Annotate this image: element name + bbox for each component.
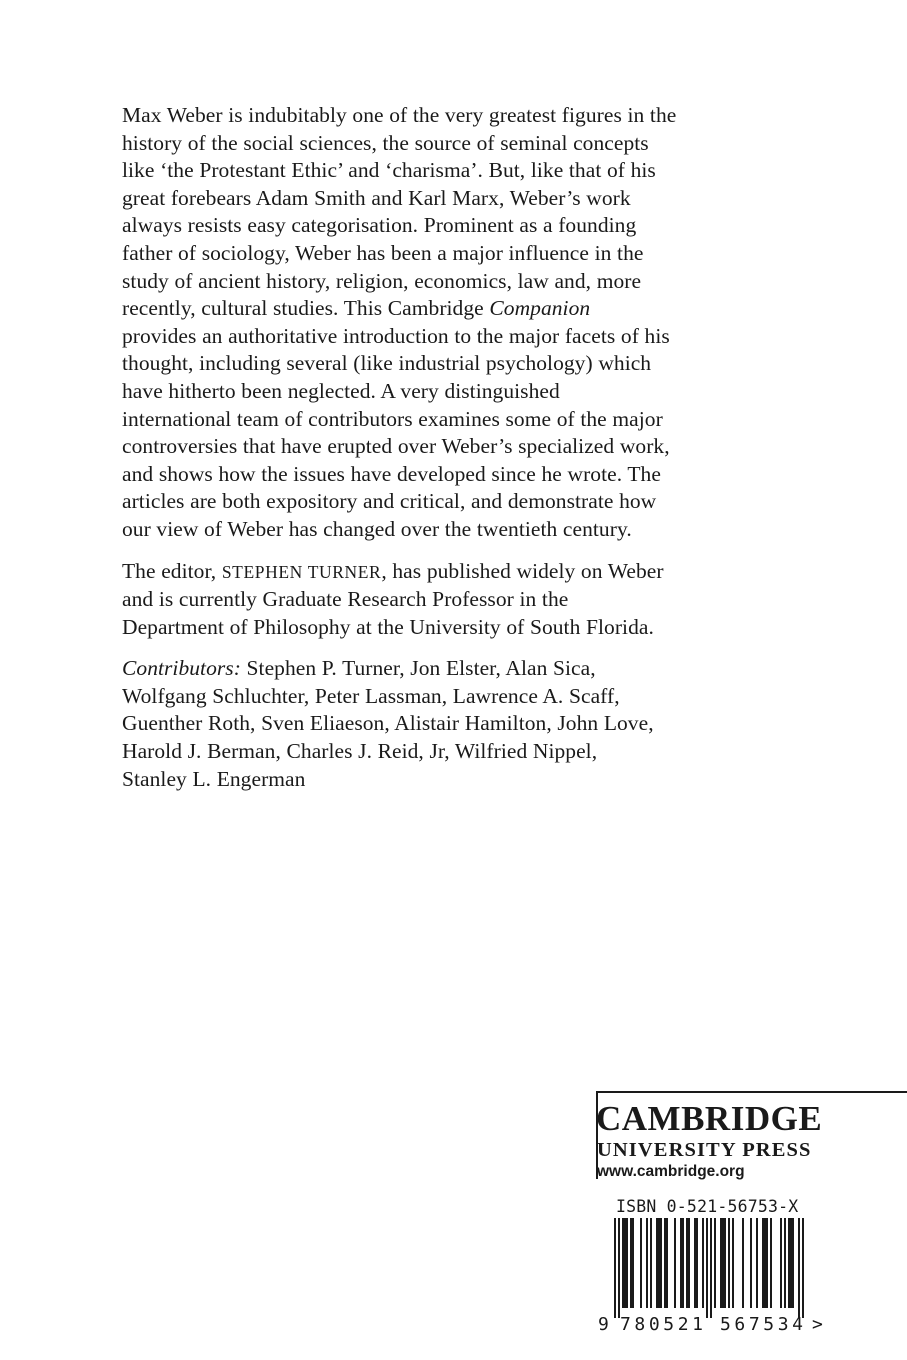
- barcode-bar: [688, 1218, 690, 1308]
- barcode-bar: [632, 1218, 634, 1308]
- barcode-bar: [666, 1218, 668, 1308]
- editor-line: [122, 558, 802, 587]
- barcode-bar: [680, 1218, 682, 1308]
- blurb-line: have hitherto been neglected. A very distinguished: [122, 378, 560, 403]
- barcode-digits-right: 567534: [720, 1314, 807, 1334]
- barcode-bar: [756, 1218, 758, 1308]
- blurb-line: like ‘the Protestant Ethic’ and ‘charisma’. But, like that of his: [122, 158, 656, 183]
- contributors-line: Guenther Roth, Sven Eliaeson, Alistair Hamilton, John Love,: [122, 711, 654, 736]
- contributors-line: Stanley L. Engerman: [122, 766, 306, 791]
- blurb-line: our view of Weber has changed over the twentieth century.: [122, 516, 632, 541]
- barcode-bar: [682, 1218, 684, 1308]
- blurb-line: father of sociology, Weber has been a major influence in the: [122, 240, 644, 265]
- barcode-bar: [762, 1218, 764, 1308]
- editor-line: and is currently Graduate Research Professor in the: [122, 587, 569, 612]
- barcode-bar: [706, 1218, 708, 1318]
- blurb-line: Max Weber is indubitably one of the very greatest figures in the: [122, 103, 677, 127]
- blurb-line: [122, 295, 802, 323]
- barcode-bar: [650, 1218, 652, 1308]
- barcode-bar: [618, 1218, 620, 1318]
- blurb-line: great forebears Adam Smith and Karl Marx, Weber’s work: [122, 185, 631, 210]
- barcode-bar: [702, 1218, 704, 1308]
- barcode-bar: [660, 1218, 662, 1308]
- barcode-bar: [724, 1218, 726, 1308]
- barcode-bar: [646, 1218, 648, 1308]
- editor-paragraph: [122, 558, 802, 642]
- barcode-bar: [792, 1218, 794, 1308]
- editor-line-rest: , has published widely on Weber: [381, 558, 664, 583]
- contributors-paragraph: [122, 655, 802, 793]
- contributors-line: [122, 655, 802, 683]
- barcode-bar: [728, 1218, 730, 1308]
- barcode-bar: [766, 1218, 768, 1308]
- barcode-bars: [614, 1218, 804, 1318]
- barcode-bar: [714, 1218, 716, 1308]
- contributors-line: Harold J. Berman, Charles J. Reid, Jr, Wilfried Nippel,: [122, 739, 598, 764]
- contributors-label: Contributors:: [122, 656, 241, 681]
- editor-name: STEPHEN TURNER: [221, 561, 382, 582]
- barcode-bar: [656, 1218, 658, 1308]
- barcode-bar: [722, 1218, 724, 1308]
- barcode-bar: [780, 1218, 782, 1308]
- contributors-line: Wolfgang Schluchter, Peter Lassman, Lawrence A. Scaff,: [122, 683, 620, 708]
- barcode-bar: [694, 1218, 696, 1308]
- blurb-line: international team of contributors examines some of the major: [122, 406, 663, 431]
- barcode-bar: [720, 1218, 722, 1308]
- blurb-line: articles are both expository and critical, and demonstrate how: [122, 489, 657, 514]
- publisher-press: UNIVERSITY PRESS: [597, 1139, 812, 1161]
- blurb-line: always resists easy categorisation. Prominent as a founding: [122, 213, 637, 238]
- barcode-bar: [742, 1218, 744, 1308]
- barcode-bar: [750, 1218, 752, 1308]
- barcode-bar: [764, 1218, 766, 1308]
- barcode-bar: [802, 1218, 804, 1318]
- contributors-line-rest: Stephen P. Turner, Jon Elster, Alan Sica,: [240, 656, 596, 681]
- blurb-line: and shows how the issues have developed since he wrote. The: [122, 461, 661, 486]
- barcode-bar: [624, 1218, 626, 1308]
- barcode-digits-left: 780521: [620, 1314, 707, 1334]
- blurb-line: thought, including several (like industrial psychology) which: [122, 351, 652, 376]
- back-cover-text: [122, 102, 802, 793]
- blurb-line-text: recently, cultural studies. This Cambridge: [122, 296, 484, 321]
- barcode-bar: [622, 1218, 624, 1308]
- barcode-bar: [790, 1218, 792, 1308]
- companion-title: Companion: [489, 296, 591, 321]
- blurb-line: provides an authoritative introduction to the major facets of his: [122, 323, 670, 348]
- barcode-bar: [686, 1218, 688, 1308]
- publisher-logo: CAMBRIDGE: [596, 1099, 823, 1138]
- editor-prefix: The editor,: [122, 558, 217, 583]
- barcode-bar: [798, 1218, 800, 1318]
- blurb-line: controversies that have erupted over Weber’s specialized work,: [122, 434, 670, 459]
- barcode-bar: [626, 1218, 628, 1308]
- barcode-bar: [784, 1218, 786, 1308]
- isbn-barcode: [596, 1218, 826, 1334]
- editor-line: Department of Philosophy at the University of South Florida.: [122, 614, 654, 639]
- blurb-line: history of the social sciences, the source of seminal concepts: [122, 130, 649, 155]
- blurb-line: study of ancient history, religion, economics, law and, more: [122, 268, 642, 293]
- barcode-bar: [674, 1218, 676, 1308]
- isbn-label: ISBN 0-521-56753-X: [616, 1197, 799, 1216]
- barcode-quiet-mark: >: [812, 1314, 823, 1334]
- barcode-bar: [630, 1218, 632, 1308]
- barcode-bar: [614, 1218, 616, 1318]
- barcode-bar: [710, 1218, 712, 1318]
- barcode-bar: [770, 1218, 772, 1308]
- barcode-bar: [696, 1218, 698, 1308]
- barcode-bar: [788, 1218, 790, 1308]
- barcode-digit-lead: 9: [598, 1314, 609, 1334]
- blurb-paragraph: [122, 102, 802, 544]
- barcode-bar: [640, 1218, 642, 1308]
- barcode-bar: [664, 1218, 666, 1308]
- barcode-bar: [658, 1218, 660, 1308]
- publisher-website: www.cambridge.org: [597, 1163, 745, 1180]
- publisher-top-rule: [596, 1091, 907, 1093]
- barcode-bar: [732, 1218, 734, 1308]
